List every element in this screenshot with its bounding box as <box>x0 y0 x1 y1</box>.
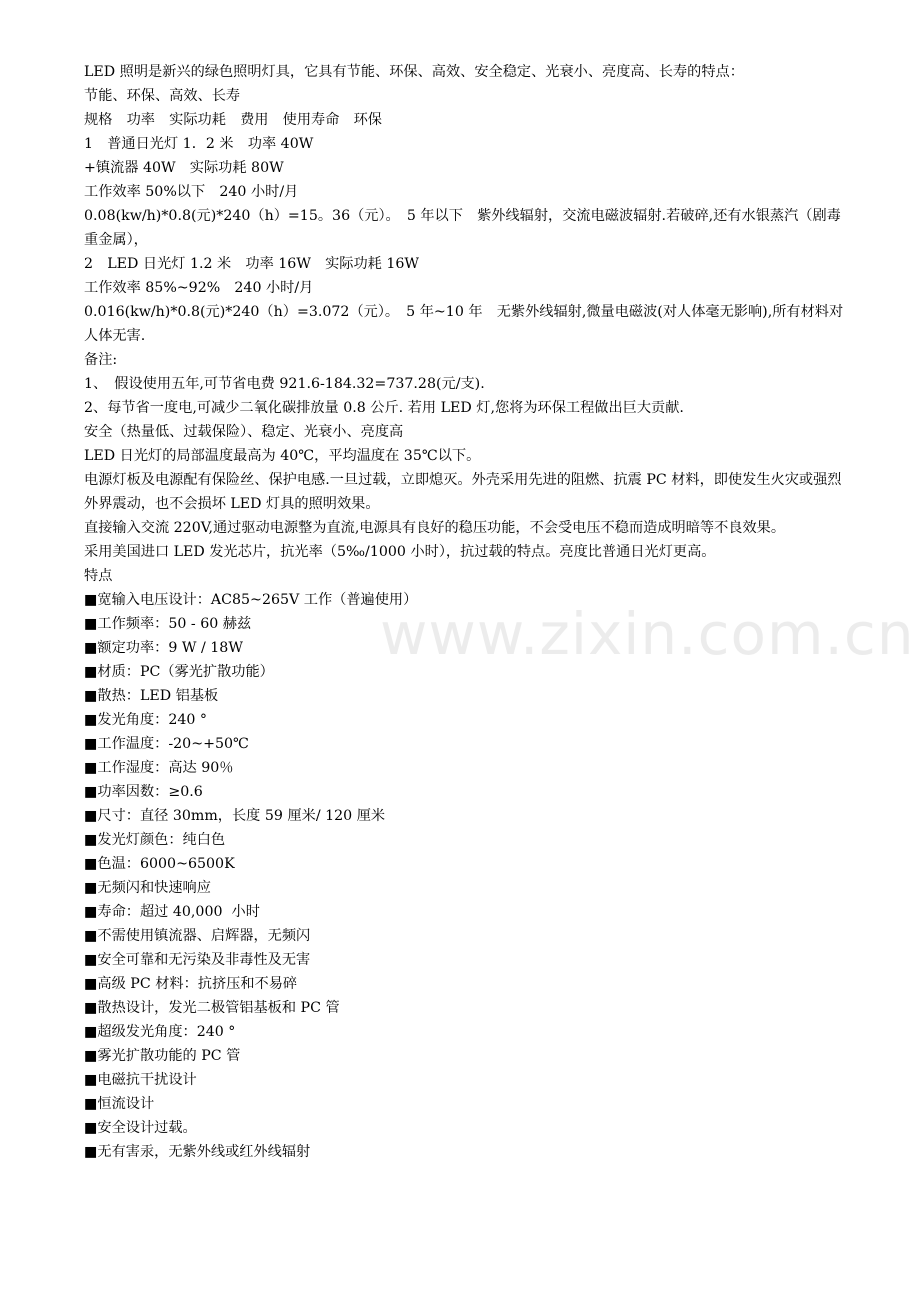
row2-cost: 0.016(kw/h)*0.8(元)*240（h）=3.072（元）。 5 年~10 年 无紫外线辐射,微量电磁波(对人体毫无影响),所有材料对人体无害. <box>84 304 844 344</box>
safety-temperature: LED 日光灯的局部温度最高为 40℃，平均温度在 35℃以下。 <box>84 448 481 464</box>
row2-efficiency: 工作效率 85%~92% 240 小时/月 <box>84 280 314 296</box>
feature-item: ■无有害汞，无紫外线或红外线辐射 <box>84 1144 311 1160</box>
notes-title: 备注: <box>84 352 118 368</box>
note-1: 1、 假设使用五年,可节省电费 921.6-184.32=737.28(元/支). <box>84 376 485 392</box>
feature-item: ■散热：LED 铝基板 <box>84 688 219 704</box>
feature-item: ■额定功率：9 W / 18W <box>84 640 243 656</box>
safety-power: 电源灯板及电源配有保险丝、保护电感.一旦过载，立即熄灭。外壳采用先进的阻燃、抗震 PC 材料，即使发生火灾或强烈外界震动，也不会损坏 LED 灯具的照明效果。 <box>84 472 842 512</box>
feature-item: ■色温：6000~6500K <box>84 856 235 872</box>
feature-item: ■超级发光角度：240 ° <box>84 1024 236 1040</box>
feature-item: ■宽输入电压设计：AC85~265V 工作（普遍使用） <box>84 592 418 608</box>
row1-ballast: +镇流器 40W 实际功耗 80W <box>84 160 284 176</box>
intro-paragraph: LED 照明是新兴的绿色照明灯具，它具有节能、环保、高效、安全稳定、光衰小、亮度高、长寿的特点： <box>84 64 744 80</box>
features-list <box>84 588 852 1164</box>
row1-cost: 0.08(kw/h)*0.8(元)*240（h）=15。36（元）。 5 年以下 紫外线辐射，交流电磁波辐射.若破碎,还有水银蒸汽（剧毒重金属）， <box>84 208 841 248</box>
feature-item: ■高级 PC 材料：抗挤压和不易碎 <box>84 976 298 992</box>
feature-item: ■工作温度：-20~+50℃ <box>84 736 249 752</box>
row1-efficiency: 工作效率 50%以下 240 小时/月 <box>84 184 299 200</box>
feature-item: ■散热设计，发光二极管铝基板和 PC 管 <box>84 1000 340 1016</box>
feature-item: ■安全可靠和无污染及非毒性及无害 <box>84 952 311 968</box>
feature-item: ■恒流设计 <box>84 1096 155 1112</box>
watermark: www.zixin.com.cn <box>380 600 915 668</box>
feature-item: ■功率因数：≥0.6 <box>84 784 203 800</box>
feature-item: ■安全设计过载。 <box>84 1120 197 1136</box>
feature-item: ■尺寸：直径 30mm，长度 59 厘米/ 120 厘米 <box>84 808 386 824</box>
feature-item: ■工作湿度：高达 90％ <box>84 760 234 776</box>
safety-input: 直接输入交流 220V,通过驱动电源整为直流,电源具有良好的稳压功能，不会受电压不稳而造成明暗等不良效果。 <box>84 520 786 536</box>
feature-item: ■材质：PC（雾光扩散功能） <box>84 664 274 680</box>
row1-title: 1 普通日光灯 1．2 米 功率 40W <box>84 136 314 152</box>
feature-item: ■电磁抗干扰设计 <box>84 1072 197 1088</box>
note-2: 2、每节省一度电,可减少二氧化碳排放量 0.8 公斤. 若用 LED 灯,您将为环保工程做出巨大贡献. <box>84 400 684 416</box>
feature-item: ■寿命：超过 40,000 小时 <box>84 904 260 920</box>
document-body <box>84 60 852 1164</box>
keywords-line: 节能、环保、高效、长寿 <box>84 88 241 104</box>
feature-item: ■无频闪和快速响应 <box>84 880 211 896</box>
feature-item: ■工作频率：50 - 60 赫兹 <box>84 616 252 632</box>
feature-item: ■不需使用镇流器、启辉器，无频闪 <box>84 928 311 944</box>
row2-title: 2 LED 日光灯 1.2 米 功率 16W 实际功耗 16W <box>84 256 420 272</box>
safety-chip: 采用美国进口 LED 发光芯片，抗光率（5‰/1000 小时），抗过载的特点。亮度比普通日光灯更高。 <box>84 544 716 560</box>
feature-item: ■雾光扩散功能的 PC 管 <box>84 1048 241 1064</box>
features-title: 特点 <box>84 568 113 584</box>
table-header-line: 规格 功率 实际功耗 费用 使用寿命 环保 <box>84 112 382 128</box>
feature-item: ■发光灯颜色：纯白色 <box>84 832 226 848</box>
feature-item: ■发光角度：240 ° <box>84 712 208 728</box>
safety-title: 安全（热量低、过载保险）、稳定、光衰小、亮度高 <box>84 424 404 440</box>
